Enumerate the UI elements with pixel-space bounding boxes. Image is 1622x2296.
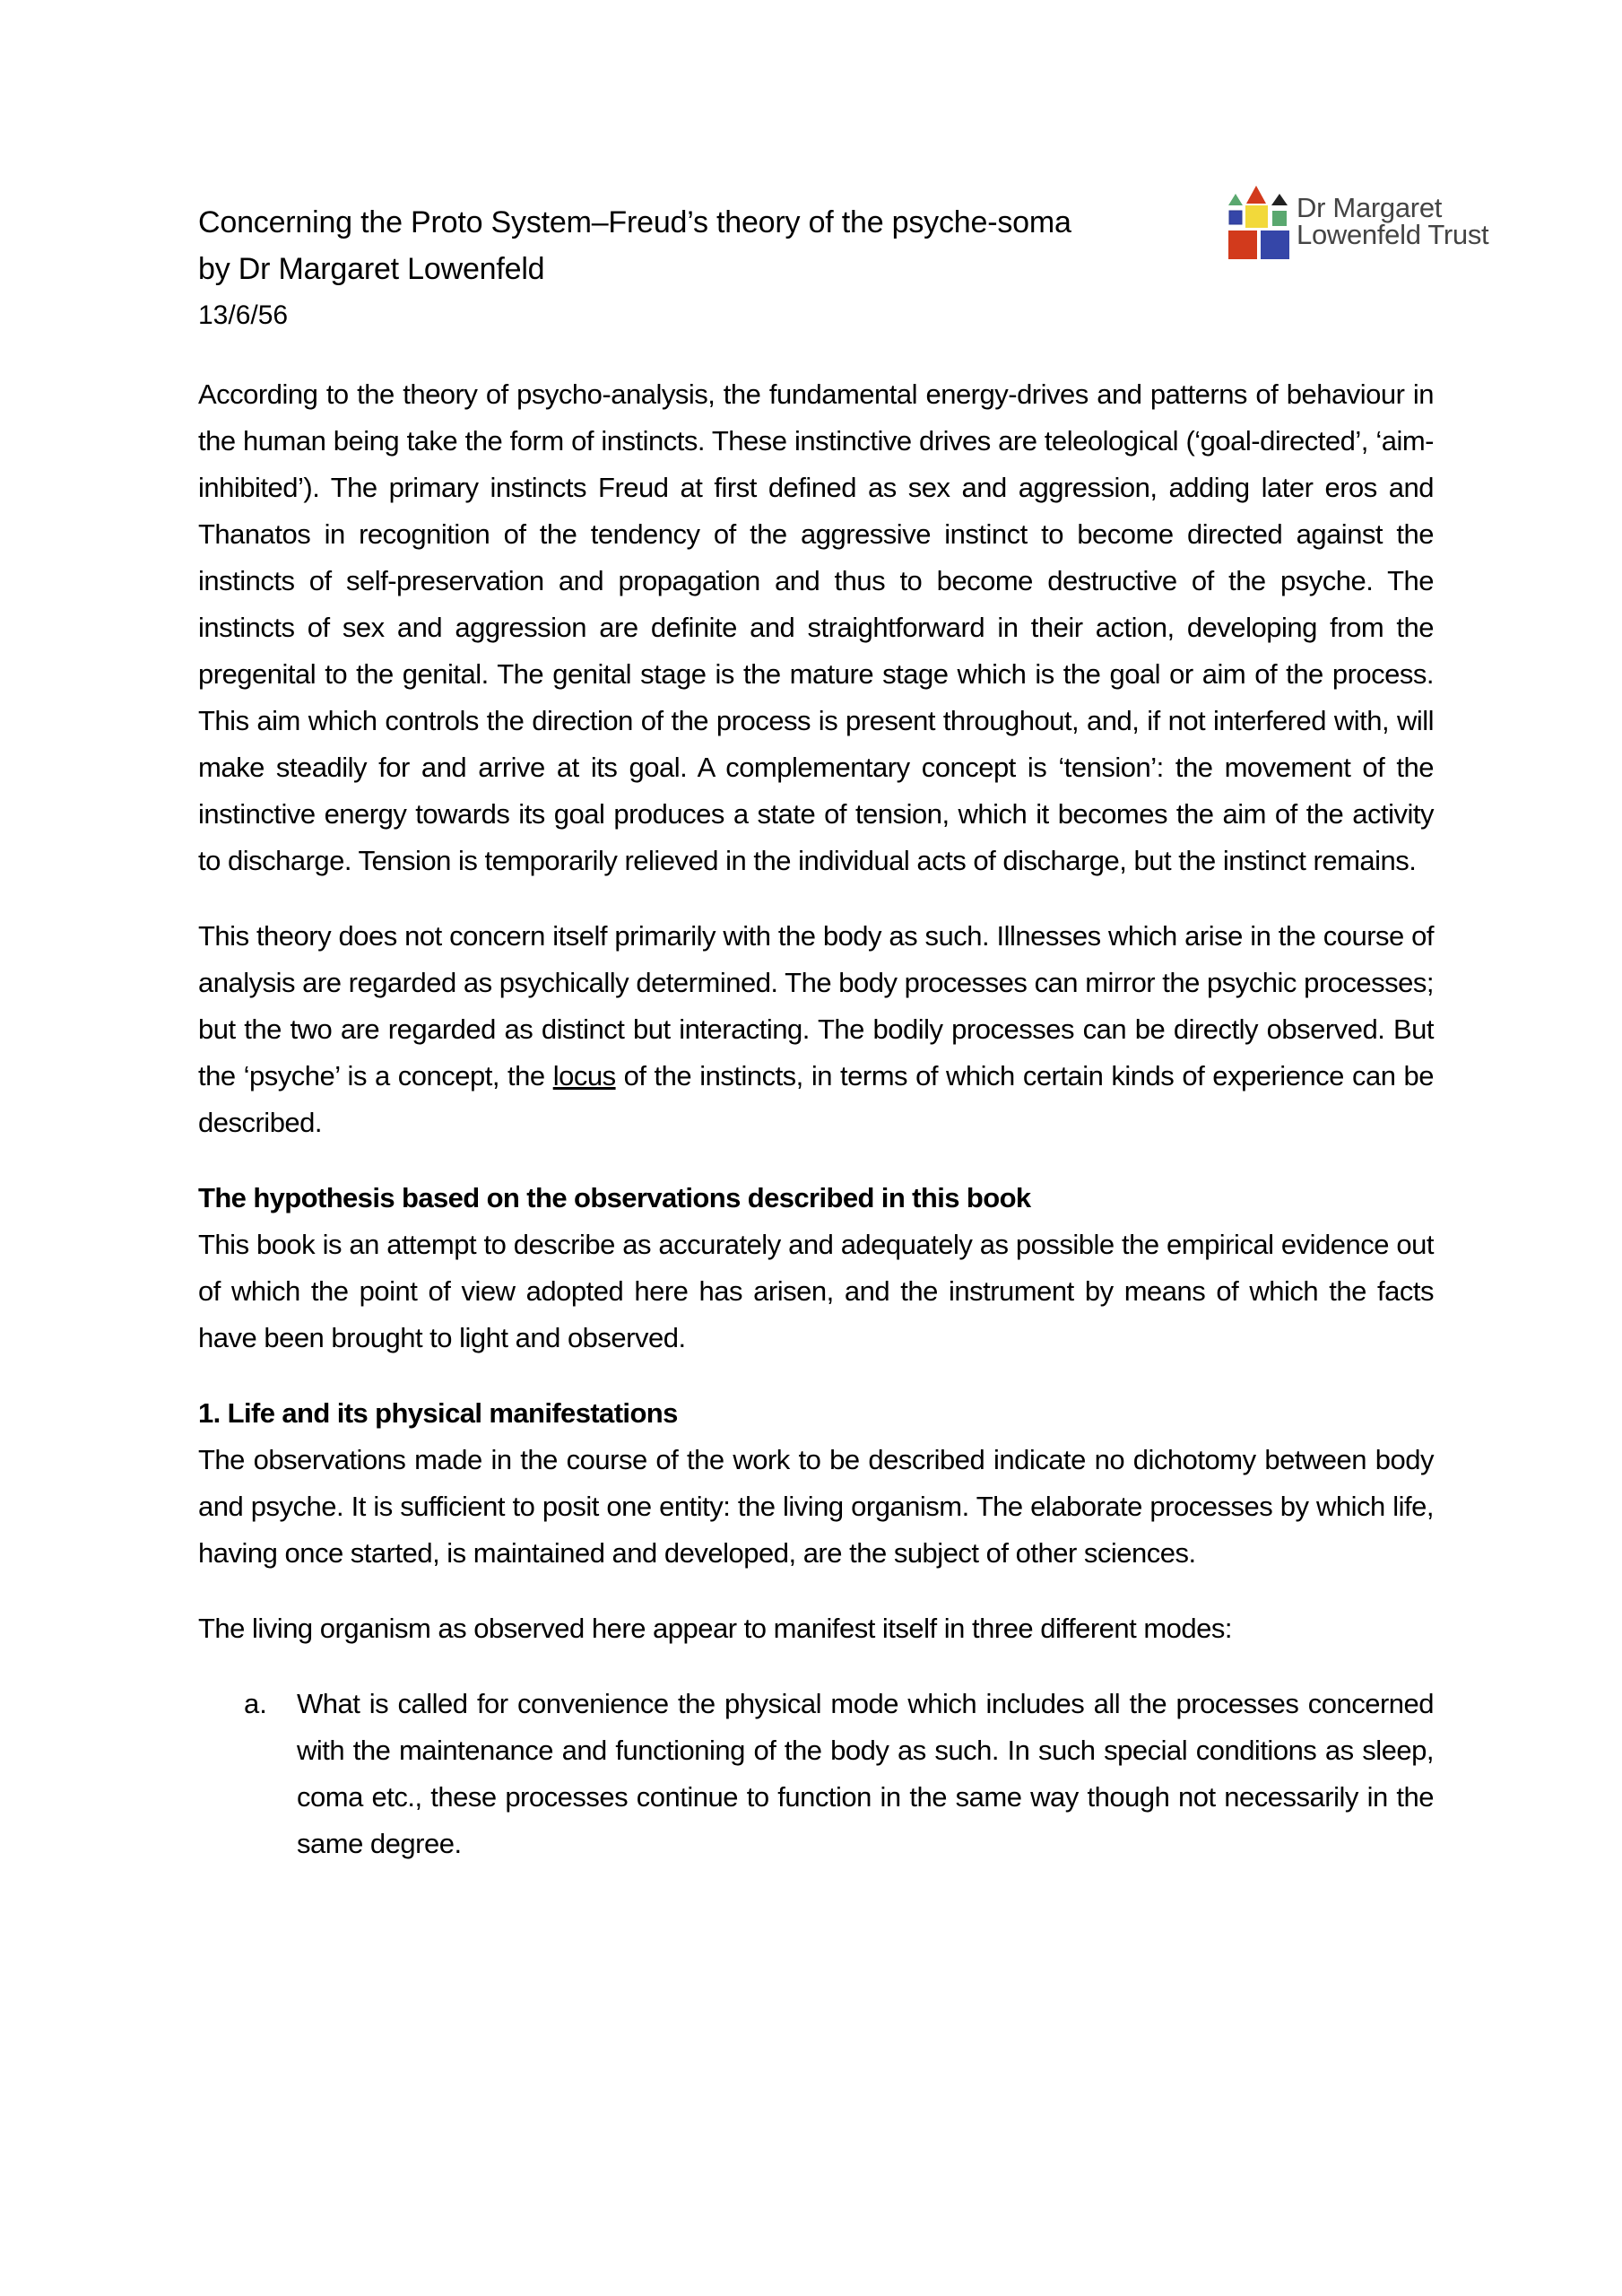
logo-line-1: Dr Margaret [1297,192,1443,223]
paragraph-observations: The observations made in the course of the work to be described indicate no dichotomy between body and psyche. It is sufficient to posit one entity: the living organism. The elaborate processes by which life, having once started, is maintained and developed, are the subject of other sciences. [198,1444,1434,1569]
paragraph-three-modes: The living organism as observed here appear to manifest itself in three different modes: [198,1613,1233,1644]
document-date: 13/6/56 [198,300,289,330]
paragraph-text: of the instincts, in terms of which certain kinds of experience can be described. [198,1060,1434,1138]
list-marker: a. [244,1688,267,1719]
document-title: Concerning the Proto System–Freud’s theory of the psyche-soma [198,205,1071,239]
author-line: by Dr Margaret Lowenfeld [198,252,545,286]
document-body [198,199,1434,1867]
logo-line-2: Lowenfeld Trust [1297,219,1489,250]
paragraph-instinct-theory: According to the theory of psycho-analysis, the fundamental energy-drives and patterns of behaviour in the human being take the form of instincts. These instinctive drives are teleological (‘goal-directed’, ‘aim-inhibited’). The primary instincts Freud at first defined as sex and aggression, adding later eros and Thanatos in recognition of the tendency of the aggressive instinct to become directed against the instincts of self-preservation and propagation and thus to become destructive of the psyche. The instincts of sex and aggression are definite and straightforward in their action, developing from the pregenital to the genital. The genital stage is the mature stage which is the goal or aim of the process. This aim which controls the direction of the process is present throughout, and, if not interfered with, will make steadily for and arrive at its goal. A complementary concept is ‘tension’: the movement of the instinctive energy towards its goal produces a state of tension, which it becomes the aim of the activity to discharge. Tension is temporarily relieved in the individual acts of discharge, but the instinct remains. [198,378,1434,876]
list-item-text: What is called for convenience the physical mode which includes all the processes concerned with the maintenance and functioning of the body as such. In such special conditions as sleep, coma etc., these processes continue to function in the same way though not necessarily in the same degree. [297,1688,1434,1859]
underlined-word-locus: locus [552,1060,616,1091]
list-item [198,1681,1434,1867]
paragraph-body-psyche [198,913,1434,1146]
section-heading-hypothesis: The hypothesis based on the observations described in this book [198,1182,1031,1213]
section-heading-life: 1. Life and its physical manifestations [198,1397,678,1429]
paragraph-book-attempt: This book is an attempt to describe as accurately and adequately as possible the empirical evidence out of which the point of view adopted here has arisen, and the instrument by means of which the facts have been brought to light and observed. [198,1229,1434,1353]
paragraph-text: This theory does not concern itself primarily with the body as such. Illnesses which arise in the course of analysis are regarded as psychically determined. The body processes can mirror the psychic processes; but the two are regarded as distinct but interacting. The bodily processes can be directly observed. But the ‘psyche’ is a concept, the [198,920,1434,1091]
